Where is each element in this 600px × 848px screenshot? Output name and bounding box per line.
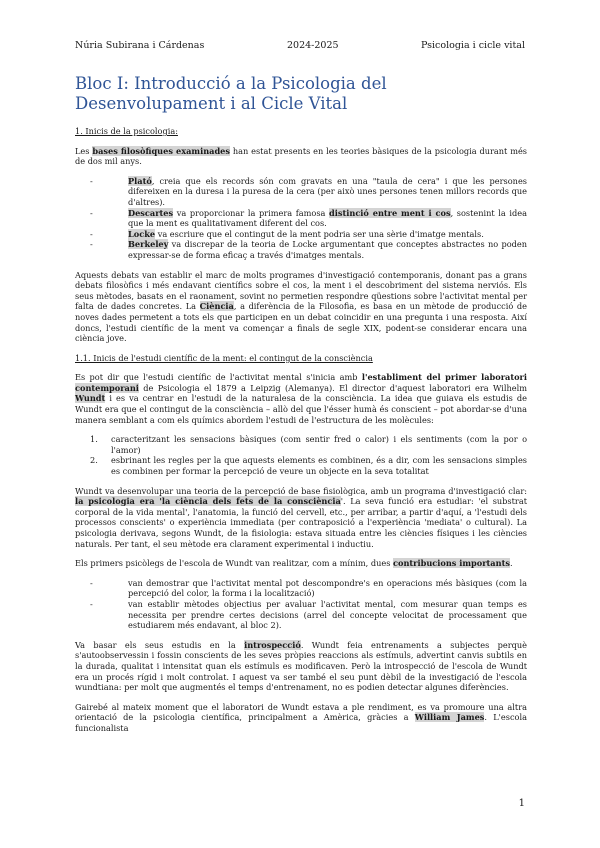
header-subject: Psicologia i cicle vital <box>421 40 525 51</box>
list-item: - van establir mètodes objectius per avaluar l'activitat mental, com mesurar quan temps es necessita per prendre certes decisions (arrel del concepte velocitat de processament que estudiarem més endavant, al bloc 2). <box>75 599 527 631</box>
header-author: Núria Subirana i Cárdenas <box>75 40 205 51</box>
paragraph-debates: Aquests debats van establir el marc de molts programes d'investigació contemporanis, donant pas a grans debats filosòfics i més endavant científics sobre el cos, la ment i el descobriment del sistema nerviós. Els seus mètodes, basats en el raonament, sovint no permetien respondre qüestions sobre l'activitat mental per falta de dades concretes. La Ciència, a diferència de la Filosofia, es basa en un mètode de producció de noves dades permetent a tots els que participen en un debat coincidir en una pregunta i una resposta. Així doncs, l'estudi científic de la ment va començar a finals de segle XIX, podent-se considerar encara una ciència jove. <box>75 269 527 344</box>
document-body <box>75 126 527 743</box>
philosophers-list <box>75 176 527 261</box>
header-year: 2024-2025 <box>287 40 339 51</box>
list-item: - Plató, creia que els records són com gravats en una "taula de cera" i que les persones difereixen en la duresa i la puresa de la cera (per això unes persones tenen millors records que d'altres). <box>75 176 527 208</box>
list-item: - Berkeley va discrepar de la teoria de Locke argumentant que conceptes abstractes no poden expressar-se de forma eficaç a través d'imatges mentals. <box>75 239 527 260</box>
paragraph-james: Gairebé al mateix moment que el laboratori de Wundt estava a ple rendiment, es va promoure una altra orientació de la psicologia científica, principalment a Amèrica, gràcies a William James. L'escola funcionalista <box>75 701 527 733</box>
page-title: Bloc I: Introducció a la Psicologia del Desenvolupament i al Cicle Vital <box>75 74 387 113</box>
section-heading-1: 1. Inicis de la psicologia: <box>75 126 178 136</box>
numbered-list <box>75 434 527 476</box>
section-heading-1-1: 1.1. Inicis de l'estudi científic de la ment: el contingut de la consciència <box>75 352 373 363</box>
paragraph-introspection: Va basar els seus estudis en la introspecció. Wundt feia entrenaments a subjectes perquè s'autoobservessin i fossin conscients de les seves pròpies reaccions als estímuls, advertint canvis subtils en la durada, qualitat i intensitat quan els estímuls es modificaven. Però la introspecció de l'escola de Wundt era un procés rígid i molt controlat. I aquest va ser també el seu punt dèbil de la investigació de l'escola wundtiana: per molt que augmentés el temps d'entrenament, no es podien detectar algunes diferències. <box>75 639 528 693</box>
contributions-list <box>75 578 527 631</box>
list-item: 2. esbrinant les regles per la que aquests elements es combinen, és a dir, com les sensacions simples es combinen per formar la percepció de veure un objecte en la seva totalitat <box>90 455 527 477</box>
paragraph-wundt-lab: Es pot dir que l'estudi científic de l'activitat mental s'inicia amb l'establiment del primer laboratori contemporani de Psicologia el 1879 a Leipzig (Alemanya). El director d'aquest laboratori era Wilhelm Wundt i es va centrar en l'estudi de la naturalesa de la consciència. La idea que guiava els estudis de Wundt era que el contingut de la consciència – allò del que l'ésser humà és conscient – pot abordar-se d'una manera semblant a com els químics abordem l'estudi de l'estructura de les molècules: <box>75 372 527 425</box>
list-item: - van demostrar que l'activitat mental pot descompondre's en operacions més bàsiques (com la percepció del color, la forma i la localització) <box>75 578 527 599</box>
paragraph-contributions: Els primers psicòlegs de l'escola de Wundt van realitzar, com a mínim, dues contribucions importants. <box>75 558 513 569</box>
list-item: 1. caracteritzant les sensacions bàsiques (com sentir fred o calor) i els sentiments (com la por o l'amor) <box>90 434 527 455</box>
paragraph-wundt-theory: Wundt va desenvolupar una teoria de la percepció de base fisiològica, amb un programa d'investigació clar: la psicologia era 'la ciència dels fets de la consciència'. La seva funció era estudiar: 'el substrat corporal de la vida mental', l'anatomia, la funció del cervell, etc., per arribar, a partir d'aquí, a 'l'estudi dels processos conscients' o experiència immediata (per contraposició a l'experiència 'mediata' o cultural). La psicologia derivava, segons Wundt, de la fisiologia: estava situada entre les ciències físiques i les ciències naturals. Per tant, el seu mètode era clarament experimental i inductiu. <box>75 485 528 549</box>
paragraph-intro: Les bases filosòfiques examinades han estat presents en les teories bàsiques de la psicologia durant més de dos mil anys. <box>75 145 527 167</box>
list-item: - Locke va escriure que el contingut de la ment podria ser una sèrie d'imatge mentals. <box>75 229 527 240</box>
list-item: - Descartes va proporcionar la primera famosa distinció entre ment i cos, sostenint la idea que la ment es qualitativament diferent del cos. <box>75 208 527 229</box>
page-header <box>75 40 525 52</box>
page-number: 1 <box>518 798 525 809</box>
